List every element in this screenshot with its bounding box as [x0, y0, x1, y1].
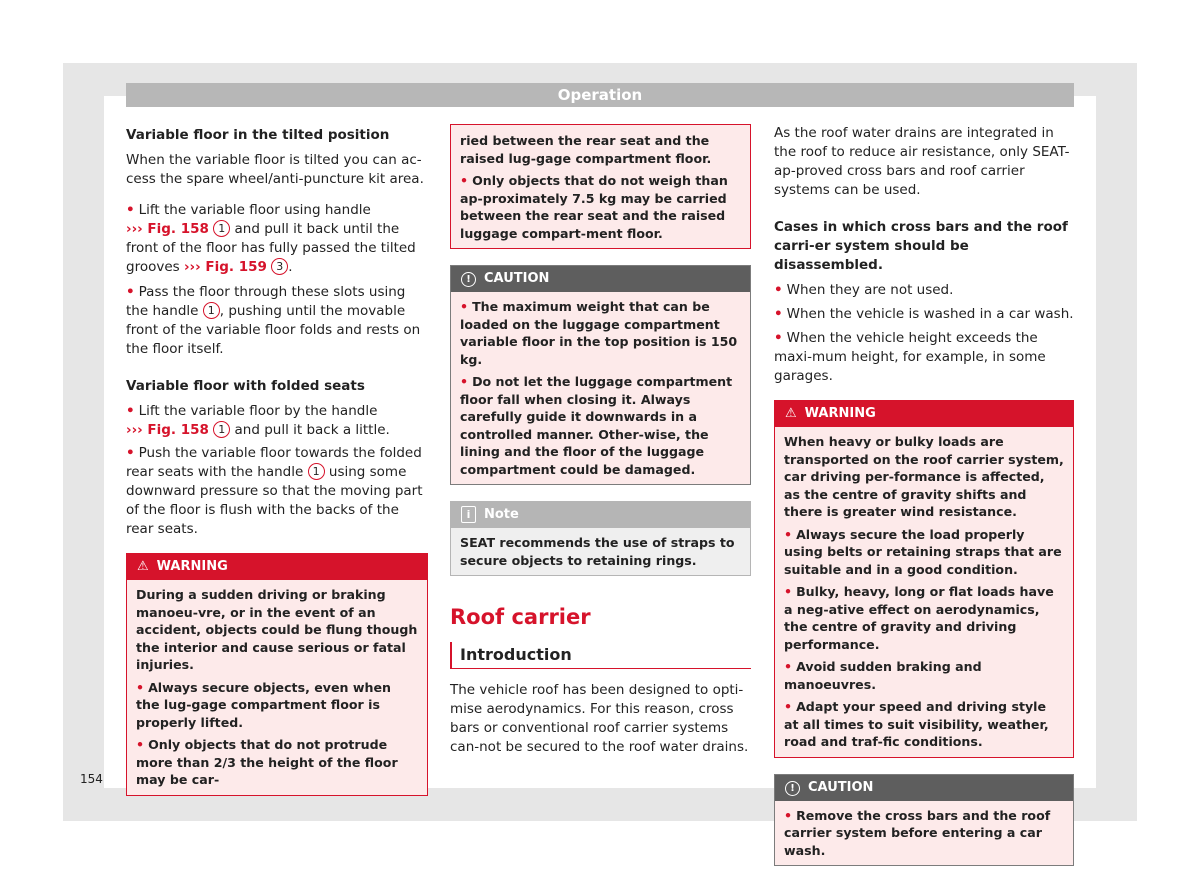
list-item: • When they are not used.: [774, 281, 1074, 300]
caution-header: ! CAUTION: [775, 775, 1073, 801]
column-3: [774, 124, 1074, 866]
warning-item: • Avoid sudden braking and manoeuvres.: [784, 658, 1064, 693]
caution-circle-icon: !: [461, 272, 476, 287]
warning-text: ried between the rear seat and the raised lug-gage compartment floor.: [460, 133, 712, 166]
note-header: i Note: [451, 502, 750, 528]
warning-item: • Always secure objects, even when the lug-gage compartment floor is properly lifted.: [136, 679, 418, 732]
section-title: Roof carrier: [450, 605, 591, 629]
paragraph: As the roof water drains are integrated in the roof to reduce air resistance, only SEAT-ap-proved cross bars and roof carrier systems can be used.: [774, 125, 1070, 198]
fig-link[interactable]: ››› Fig. 159: [183, 259, 267, 275]
fig-link[interactable]: ››› Fig. 158: [126, 221, 209, 237]
column-2: [450, 124, 751, 757]
heading-tilted: Variable floor in the tilted position: [126, 127, 390, 143]
paragraph: The vehicle roof has been designed to opti-mise aerodynamics. For this reason, cross bars or conventional roof carrier systems can-not be secured to the roof water drains.: [450, 682, 749, 755]
column-1: [126, 124, 428, 796]
caution-item: • The maximum weight that can be loaded on the luggage compartment variable floor in the top position is 150 kg.: [460, 298, 741, 368]
page-number: 154: [80, 772, 103, 786]
heading-cases: Cases in which cross bars and the roof carri-er system should be disassembled.: [774, 219, 1068, 273]
list-item: • Lift the variable floor using handle ››› Fig. 158 1 and pull it back until the front of the floor has fully passed the tilted grooves ››› Fig. 159 3 .: [126, 201, 428, 277]
callout-number: 1: [213, 220, 230, 237]
callout-number: 1: [203, 302, 220, 319]
callout-number: 1: [213, 421, 230, 438]
note-icon: i: [461, 506, 476, 523]
warning-text: During a sudden driving or braking manoeu-vre, or in the event of an accident, objects could be flung though the interior and cause serious or fatal injuries.: [136, 587, 418, 672]
callout-number: 3: [271, 258, 288, 275]
note-box: [450, 501, 751, 576]
caution-box: [450, 265, 751, 485]
warning-item: • Only objects that do not protrude more than 2/3 the height of the floor may be car-: [136, 736, 418, 789]
caution-circle-icon: !: [785, 781, 800, 796]
warning-header: ⚠ WARNING: [775, 401, 1073, 427]
warning-continuation-box: [450, 124, 751, 249]
caution-header: ! CAUTION: [451, 266, 750, 292]
sub-title: Introduction: [450, 642, 751, 669]
caution-item: • Do not let the luggage compartment floor fall when closing it. Always carefully guide it downwards in a controlled manner. Other-wise, the lining and the floor of the luggage compartment could be damaged.: [460, 373, 741, 478]
warning-header: ⚠ WARNING: [127, 554, 427, 580]
list-item: • Lift the variable floor by the handle ››› Fig. 158 1 and pull it back a little.: [126, 402, 428, 440]
warning-item: • Always secure the load properly using belts or retaining straps that are suitable and in a good condition.: [784, 526, 1064, 579]
warning-box: [126, 553, 428, 796]
warning-text: When heavy or bulky loads are transported on the roof carrier system, car driving per-formance is affected, as the centre of gravity shifts and there is greater wind resistance.: [784, 434, 1064, 519]
caution-item: • Remove the cross bars and the roof carrier system before entering a car wash.: [784, 807, 1064, 860]
warning-box: [774, 400, 1074, 758]
list-item: • When the vehicle is washed in a car wash.: [774, 305, 1074, 324]
warning-item: • Bulky, heavy, long or flat loads have a neg-ative effect on aerodynamics, the centre of gravity and driving performance.: [784, 583, 1064, 653]
warning-item: • Only objects that do not weigh than ap-proximately 7.5 kg may be carried between the rear seat and the raised luggage compart-ment floor.: [460, 172, 741, 242]
warning-triangle-icon: ⚠: [785, 406, 797, 421]
heading-folded: Variable floor with folded seats: [126, 378, 365, 394]
warning-triangle-icon: ⚠: [137, 559, 149, 574]
fig-link[interactable]: ››› Fig. 158: [126, 422, 209, 438]
list-item: • When the vehicle height exceeds the maxi-mum height, for example, in some garages.: [774, 329, 1074, 386]
caution-box: [774, 774, 1074, 867]
note-text: SEAT recommends the use of straps to secure objects to retaining rings.: [460, 535, 735, 568]
callout-number: 1: [308, 463, 325, 480]
warning-item: • Adapt your speed and driving style at all times to suit visibility, weather, road and traf-fic conditions.: [784, 698, 1064, 751]
list-item: • Push the variable floor towards the folded rear seats with the handle 1 using some downward pressure so that the moving part of the floor is flush with the backs of the rear seats.: [126, 444, 428, 539]
paragraph: When the variable floor is tilted you can ac-cess the spare wheel/anti-puncture kit area.: [126, 152, 424, 187]
chapter-header: Operation: [126, 83, 1074, 107]
list-item: • Pass the floor through these slots using the handle 1 , pushing until the movable front of the variable floor folds and rests on the floor itself.: [126, 283, 428, 359]
